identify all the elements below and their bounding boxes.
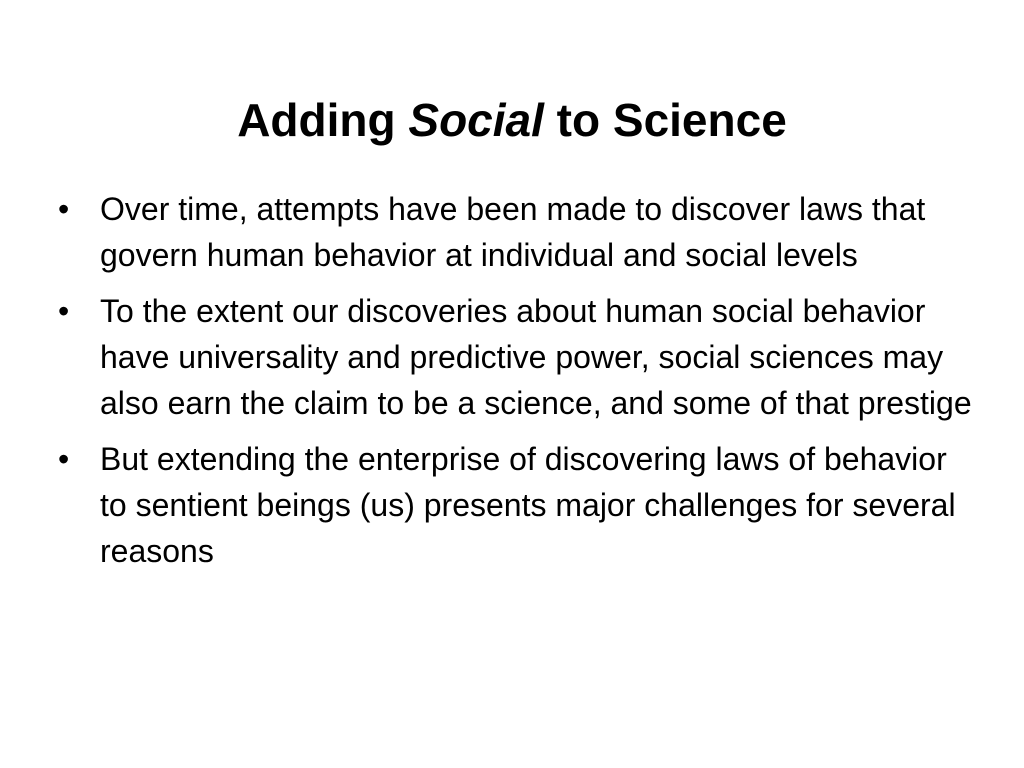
bullet-text: To the extent our discoveries about human social behavior have universality and predictive power, social sciences may also earn the claim to be a science, and some of that prestige [100, 293, 972, 421]
bullet-text: Over time, attempts have been made to discover laws that govern human behavior at individual and social levels [100, 191, 926, 273]
bullet-item [58, 288, 978, 426]
bullet-item [58, 436, 978, 574]
bullet-item [58, 186, 978, 278]
bullet-list [58, 186, 978, 584]
bullet-text: But extending the enterprise of discovering laws of behavior to sentient beings (us) presents major challenges for several reasons [100, 441, 956, 569]
bullet-dot-icon: • [58, 191, 70, 227]
slide-title [0, 93, 1024, 148]
title-part-1: Adding [237, 93, 409, 146]
bullet-dot-icon: • [58, 293, 70, 329]
bullet-dot-icon: • [58, 441, 70, 477]
title-emphasis: Social [408, 93, 544, 146]
title-part-2: to Science [543, 93, 787, 146]
